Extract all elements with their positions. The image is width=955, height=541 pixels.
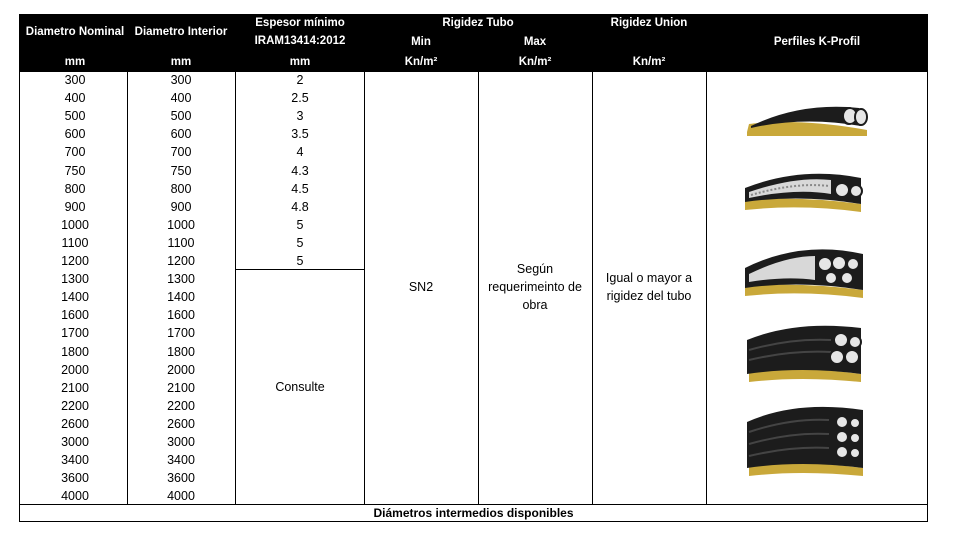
header-rigidez-union: Rigidez Union <box>610 17 688 29</box>
cell-diametro-nominal: 1100 <box>61 235 89 250</box>
cell-diametro-nominal: 1700 <box>61 326 89 341</box>
cell-diametro-interior: 600 <box>170 127 192 142</box>
header-rigidez-tubo: Rigidez Tubo <box>442 17 514 29</box>
cell-diametro-nominal: 3400 <box>61 453 89 468</box>
header-unit-kn: Kn/m² <box>404 56 438 68</box>
cell-espesor: 4.3 <box>291 163 309 178</box>
cell-diametro-nominal: 2000 <box>61 362 89 377</box>
header-diametro-nominal: Diametro Nominal <box>25 26 125 38</box>
cell-diametro-nominal: 800 <box>64 181 86 196</box>
cell-diametro-nominal: 300 <box>64 73 86 87</box>
specification-table <box>19 14 928 523</box>
cell-diametro-nominal: 2600 <box>61 416 89 431</box>
column-divider <box>127 72 128 504</box>
cell-diametro-interior: 1300 <box>167 272 195 287</box>
espesor-divider <box>235 269 364 270</box>
header-unit-mm: mm <box>64 56 86 68</box>
footer-note: Diámetros intermedios disponibles <box>373 506 574 520</box>
cell-diametro-nominal: 2200 <box>61 398 89 413</box>
header-unit-mm: mm <box>170 56 192 68</box>
cell-diametro-nominal: 500 <box>64 109 86 124</box>
cell-diametro-interior: 800 <box>170 181 192 196</box>
cell-diametro-nominal: 3000 <box>61 435 89 449</box>
cell-diametro-nominal: 2100 <box>61 380 89 395</box>
cell-diametro-nominal: 1000 <box>61 217 89 232</box>
header-max: Max <box>523 36 547 48</box>
cell-diametro-nominal: 1300 <box>61 272 89 287</box>
profile-5-pipe <box>741 402 871 478</box>
cell-diametro-interior: 1400 <box>167 290 195 305</box>
cell-diametro-interior: 900 <box>170 199 192 214</box>
cell-diametro-nominal: 1800 <box>61 344 89 359</box>
cell-espesor: 2 <box>296 73 304 87</box>
column-divider <box>706 72 707 504</box>
cell-diametro-interior: 2000 <box>167 362 195 377</box>
table-header <box>19 14 928 72</box>
header-iram-standard: IRAM13414:2012 <box>254 35 346 47</box>
header-perfiles-k-profil: Perfiles K-Profil <box>773 36 861 48</box>
column-divider <box>592 72 593 504</box>
cell-espesor: 2.5 <box>291 91 309 106</box>
cell-espesor: 3 <box>296 109 304 124</box>
header-espesor-minimo: Espesor mínimo <box>255 17 345 29</box>
cell-espesor: 3.5 <box>291 127 309 142</box>
cell-diametro-nominal: 600 <box>64 127 86 142</box>
profile-4-pipe <box>741 320 871 386</box>
cell-espesor: 4.8 <box>291 199 309 214</box>
profile-2-pipe <box>741 164 871 214</box>
header-unit-kn: Kn/m² <box>632 56 666 68</box>
cell-diametro-interior: 2600 <box>167 416 195 431</box>
cell-diametro-interior: 3000 <box>167 435 195 449</box>
header-min: Min <box>411 36 431 48</box>
cell-diametro-nominal: 1400 <box>61 290 89 305</box>
cell-diametro-interior: 1700 <box>167 326 195 341</box>
cell-diametro-nominal: 3600 <box>61 471 89 486</box>
espesor-consulte: Consulte <box>275 380 325 394</box>
cell-diametro-interior: 750 <box>170 163 192 178</box>
cell-diametro-nominal: 400 <box>64 91 86 106</box>
cell-diametro-interior: 3600 <box>167 471 195 486</box>
cell-espesor: 4 <box>296 145 304 160</box>
cell-diametro-interior: 3400 <box>167 453 195 468</box>
cell-diametro-interior: 500 <box>170 109 192 124</box>
rigidez-min-value: SN2 <box>408 280 434 294</box>
cell-diametro-interior: 2200 <box>167 398 195 413</box>
cell-espesor: 5 <box>296 254 304 268</box>
cell-diametro-interior: 700 <box>170 145 192 160</box>
rigidez-max-value: Según requerimeinto de obra <box>488 262 582 312</box>
cell-diametro-interior: 2100 <box>167 380 195 395</box>
rigidez-union-value: Igual o mayor a rigidez del tubo <box>605 271 693 303</box>
cell-diametro-interior: 1000 <box>167 217 195 232</box>
header-unit-mm: mm <box>289 56 311 68</box>
cell-diametro-interior: 1200 <box>167 254 195 268</box>
cell-espesor: 5 <box>296 217 304 232</box>
cell-espesor: 4.5 <box>291 181 309 196</box>
column-divider <box>364 72 365 504</box>
header-diametro-interior: Diametro Interior <box>134 26 228 38</box>
cell-diametro-nominal: 900 <box>64 199 86 214</box>
column-divider <box>478 72 479 504</box>
cell-diametro-interior: 1800 <box>167 344 195 359</box>
cell-diametro-nominal: 750 <box>64 163 86 178</box>
cell-diametro-nominal: 1200 <box>61 254 89 268</box>
cell-diametro-interior: 1100 <box>167 235 195 250</box>
profile-3-pipe <box>741 242 871 300</box>
cell-diametro-interior: 4000 <box>167 489 195 504</box>
cell-diametro-interior: 400 <box>170 91 192 106</box>
cell-diametro-nominal: 700 <box>64 145 86 160</box>
cell-diametro-nominal: 4000 <box>61 489 89 504</box>
cell-espesor: 5 <box>296 235 304 250</box>
cell-diametro-nominal: 1600 <box>61 308 89 323</box>
cell-diametro-interior: 1600 <box>167 308 195 323</box>
cell-diametro-interior: 300 <box>170 73 192 87</box>
header-unit-kn: Kn/m² <box>518 56 552 68</box>
column-divider <box>235 72 236 504</box>
profile-1-pipe <box>741 94 871 136</box>
